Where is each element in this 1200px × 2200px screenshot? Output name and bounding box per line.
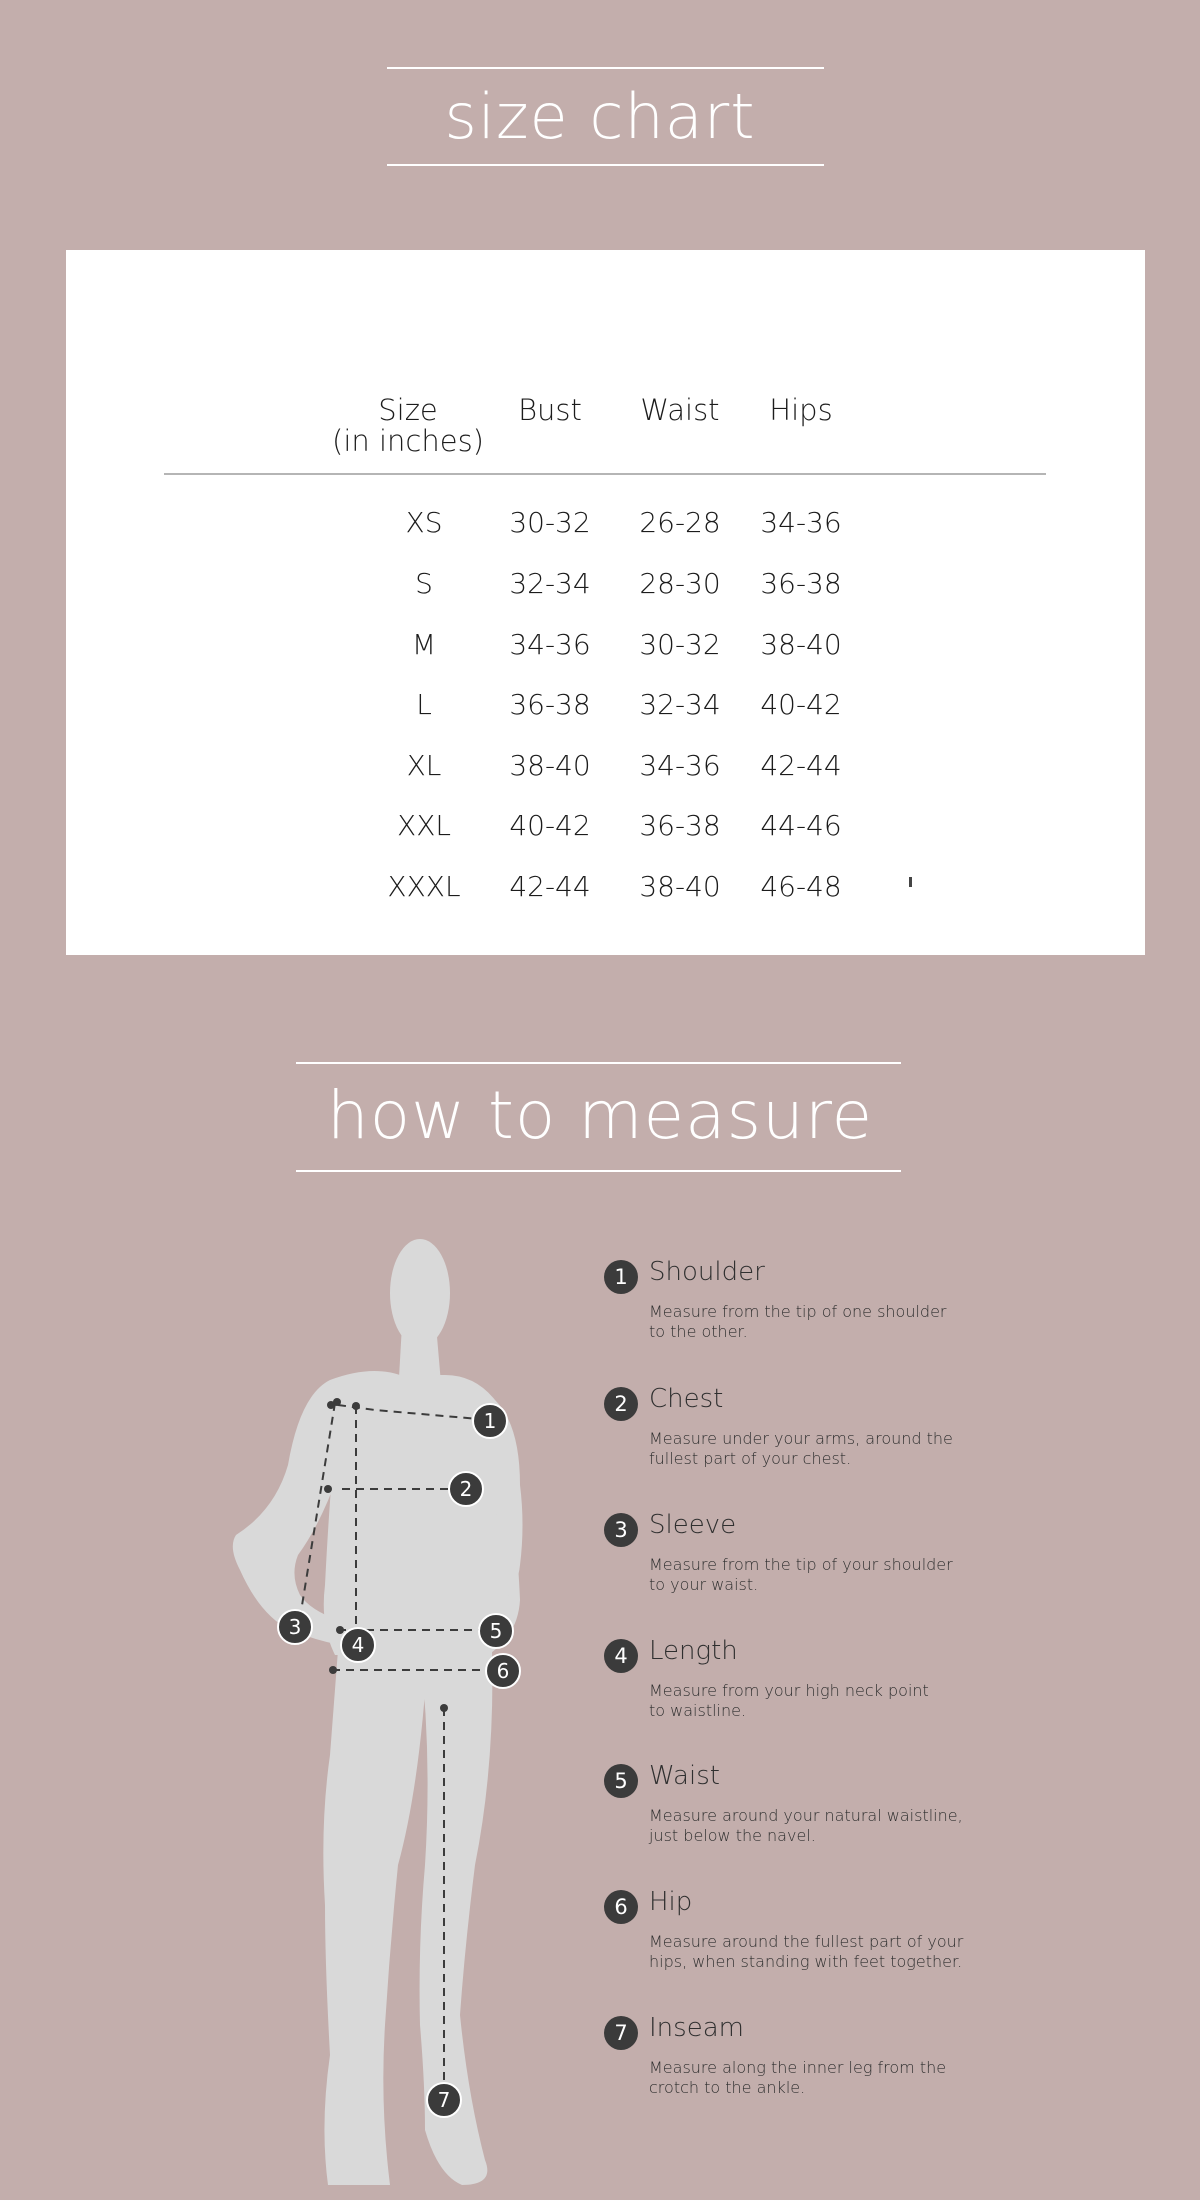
measure-bottom-rule [296, 1170, 901, 1172]
step-description [649, 1932, 984, 1972]
cell-bust: 42-44 [509, 870, 591, 903]
cell-waist: 28-30 [639, 567, 721, 600]
figure-badge-number: 4 [351, 1633, 365, 1657]
step-description [649, 1681, 984, 1721]
step-description-line-1: Measure around the fullest part of your [649, 1932, 964, 1951]
figure-badge-number: 7 [437, 2088, 451, 2112]
header-divider [164, 473, 1046, 475]
step-description-line-2: crotch to the ankle. [649, 2078, 806, 2097]
size-table-card [66, 250, 1145, 955]
step-description-line-1: Measure along the inner leg from the [649, 2058, 947, 2077]
step-description [649, 2058, 984, 2098]
cell-hips: 40-42 [760, 688, 842, 721]
column-header-size-line2: (in inches) [332, 424, 484, 458]
how-to-measure-title: how to measure [326, 1077, 874, 1154]
cell-hips: 38-40 [760, 628, 842, 661]
cell-hips: 46-48 [760, 870, 842, 903]
figure-badge-2 [449, 1472, 483, 1506]
column-header-waist: Waist [640, 393, 720, 427]
step-title: Hip [649, 1887, 693, 1917]
step-number-badge: 4 [604, 1639, 638, 1673]
figure-badge-3 [278, 1610, 312, 1644]
step-title: Chest [649, 1384, 724, 1414]
step-description [649, 1302, 984, 1342]
cell-waist: 26-28 [639, 506, 721, 539]
step-description [649, 1429, 984, 1469]
figure-badge-6 [486, 1654, 520, 1688]
step-description-line-1: Measure from the tip of one shoulder [649, 1302, 947, 1321]
step-description-line-2: hips, when standing with feet together. [649, 1952, 963, 1971]
figure-badge-4 [341, 1628, 375, 1662]
cell-size: XXL [397, 809, 451, 842]
size-chart-top-rule [387, 67, 824, 69]
step-description-line-2: to your waist. [649, 1575, 759, 1594]
step-number-badge: 2 [604, 1387, 638, 1421]
size-chart-title: size chart [444, 80, 756, 153]
step-description-line-2: to the other. [649, 1322, 748, 1341]
cell-bust: 40-42 [509, 809, 591, 842]
cell-size: XS [405, 506, 443, 539]
step-title: Inseam [649, 2013, 744, 2043]
cell-waist: 36-38 [639, 809, 721, 842]
cell-hips: 36-38 [760, 567, 842, 600]
cell-bust: 32-34 [509, 567, 591, 600]
cell-size: M [411, 628, 437, 661]
stray-mark [909, 877, 912, 887]
step-number-badge: 5 [604, 1764, 638, 1798]
figure-badge-number: 6 [496, 1659, 510, 1683]
step-title: Sleeve [649, 1510, 737, 1540]
step-number-badge: 7 [604, 2016, 638, 2050]
cell-size: XL [406, 749, 442, 782]
cell-size: S [415, 567, 433, 600]
column-header-hips: Hips [769, 393, 833, 427]
figure-badge-number: 2 [459, 1477, 473, 1501]
cell-waist: 32-34 [639, 688, 721, 721]
cell-hips: 42-44 [760, 749, 842, 782]
step-number-badge: 6 [604, 1890, 638, 1924]
column-header-size [328, 395, 488, 457]
figure-badge-number: 5 [489, 1619, 503, 1643]
step-description-line-1: Measure from your high neck point [649, 1681, 929, 1700]
cell-waist: 30-32 [639, 628, 721, 661]
cell-hips: 34-36 [760, 506, 842, 539]
step-description-line-1: Measure around your natural waistline, [649, 1806, 963, 1825]
cell-waist: 38-40 [639, 870, 721, 903]
mannequin-illustration [220, 1225, 560, 2200]
figure-badge-5 [479, 1614, 513, 1648]
figure-badge-number: 3 [288, 1615, 302, 1639]
cell-bust: 34-36 [509, 628, 591, 661]
cell-size: L [416, 688, 432, 721]
cell-hips: 44-46 [760, 809, 842, 842]
step-description-line-1: Measure under your arms, around the [649, 1429, 953, 1448]
figure-badge-1 [473, 1404, 507, 1438]
size-chart-bottom-rule [387, 164, 824, 166]
column-header-bust: Bust [518, 393, 582, 427]
step-number-badge: 3 [604, 1513, 638, 1547]
step-title: Waist [649, 1761, 720, 1791]
step-description-line-1: Measure from the tip of your shoulder [649, 1555, 953, 1574]
cell-bust: 36-38 [509, 688, 591, 721]
step-description-line-2: fullest part of your chest. [649, 1449, 852, 1468]
mannequin-silhouette [233, 1239, 523, 2185]
cell-size: XXXL [387, 870, 461, 903]
measure-top-rule [296, 1062, 901, 1064]
cell-bust: 30-32 [509, 506, 591, 539]
step-title: Shoulder [649, 1257, 765, 1287]
step-description [649, 1555, 984, 1595]
column-header-size-line1: Size [378, 393, 438, 427]
step-description-line-2: to waistline. [649, 1701, 747, 1720]
step-title: Length [649, 1636, 738, 1666]
figure-badge-number: 1 [483, 1409, 497, 1433]
step-description [649, 1806, 984, 1846]
cell-bust: 38-40 [509, 749, 591, 782]
step-description-line-2: just below the navel. [649, 1826, 816, 1845]
cell-waist: 34-36 [639, 749, 721, 782]
figure-badge-7 [427, 2083, 461, 2117]
step-number-badge: 1 [604, 1260, 638, 1294]
